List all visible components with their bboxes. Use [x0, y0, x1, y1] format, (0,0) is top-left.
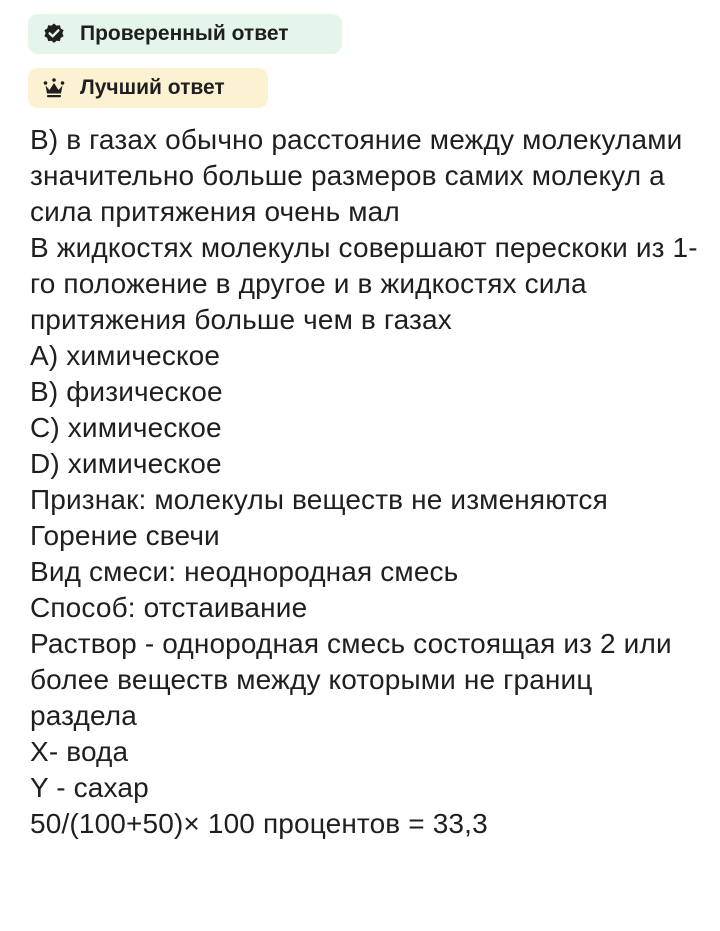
verified-check-icon — [42, 22, 66, 46]
answer-line: В) физическое — [30, 376, 223, 407]
answer-line: 50/(100+50)× 100 процентов = 33,3 — [30, 808, 488, 839]
answer-line: Вид смеси: неоднородная смесь — [30, 556, 459, 587]
answer-line: С) химическое — [30, 412, 222, 443]
answer-line: Горение свечи — [30, 520, 220, 551]
answer-line: Раствор - однородная смесь состоящая из 2 или более веществ между которыми не границ раздела — [30, 628, 672, 731]
answer-badges — [28, 14, 688, 108]
verified-answer-badge — [28, 14, 342, 54]
best-answer-label: Лучший ответ — [80, 76, 225, 99]
answer-line: Способ: отстаивание — [30, 592, 308, 623]
answer-line: D) химическое — [30, 448, 222, 479]
answer-line: Признак: молекулы веществ не изменяются — [30, 484, 608, 515]
answer-line: X- вода — [30, 736, 129, 767]
answer-line: В жидкостях молекулы совершают перескоки из 1-го положение в другое и в жидкостях сила притяжения больше чем в газах — [30, 232, 698, 335]
best-answer-badge — [28, 68, 268, 108]
answer-line: А) химическое — [30, 340, 221, 371]
answer-text — [30, 122, 700, 842]
answer-line: Y - сахар — [30, 772, 149, 803]
verified-answer-label: Проверенный ответ — [80, 22, 289, 45]
crown-icon — [42, 76, 66, 100]
answer-line: В) в газах обычно расстояние между молекулами значительно больше размеров самих молекул а сила притяжения очень мал — [30, 124, 683, 227]
